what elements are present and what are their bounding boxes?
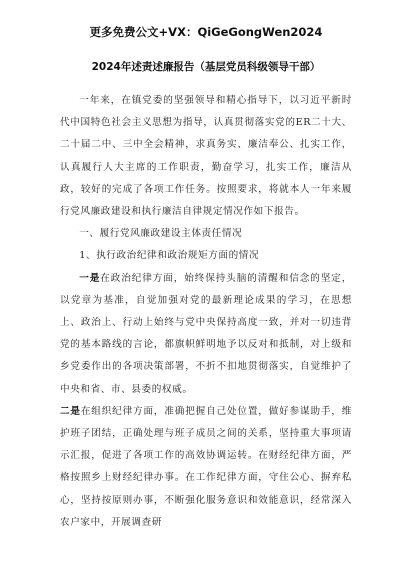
document-body xyxy=(60,90,352,534)
subsection-heading: 1、执行政治纪律和政治规矩方面的情况 xyxy=(79,250,260,262)
paragraph-text-1: 在政治纪律方面，始终保持头脑的清醒和信念的坚定，以党章为基准，自觉加强对党的最新理论成果的学习，在思想上、政治上、行动上始终与党中央保持高度一致，并对一切违背党的基本路线的言论，都旗帜鲜明地予以反对和抵制，对上级和乡党委作出的各项决策部署，不折不扣地贯彻落实，自觉维护了中央和省、市、县委的权威。 xyxy=(60,272,352,395)
promo-header: 更多免费公文+VX：QiGeGongWen2024 xyxy=(89,25,323,39)
paragraph-lead-1: 一是 xyxy=(79,272,101,284)
paragraph-text-2: 在组织纪律方面，准确把握自己处位置，做好参谋助手，维护班子团结，正确处理与班子成员之间的关系，坚持重大事项请示汇报，促进了各项工作的高效协调运转。在财经纪律方面，严格按照乡上财经纪律办事。在工作纪律方面，守住公心、摒弃私心，坚持按原则办事，不断强化服务意识和效能意识，经常深入农户家中，开展调查研 xyxy=(60,405,352,528)
intro-paragraph: 一年来，在镇党委的坚强领导和精心指导下，以习近平新时代中国特色社会主义思想为指导，认真贯彻落实党的ER二十大、二十届二中、三中全会精神，求真务实、廉洁奉公、扎实工作，认真履行人大主席的工作职责，勤奋学习，扎实工作，廉洁从政，较好的完成了各项工作任务。按照要求，将就本人一年来履行党风廉政建设和执行廉洁自律规定情况作如下报告。 xyxy=(60,95,352,218)
document-title: 2024年述责述廉报告（基层党员科级领导干部） xyxy=(91,61,321,73)
section-heading: 一、履行党风廉政建设主体责任情况 xyxy=(79,228,243,240)
paragraph-political-discipline xyxy=(60,268,352,401)
paragraph-organizational-discipline xyxy=(60,401,352,534)
paragraph-lead-2: 二是 xyxy=(60,405,81,417)
